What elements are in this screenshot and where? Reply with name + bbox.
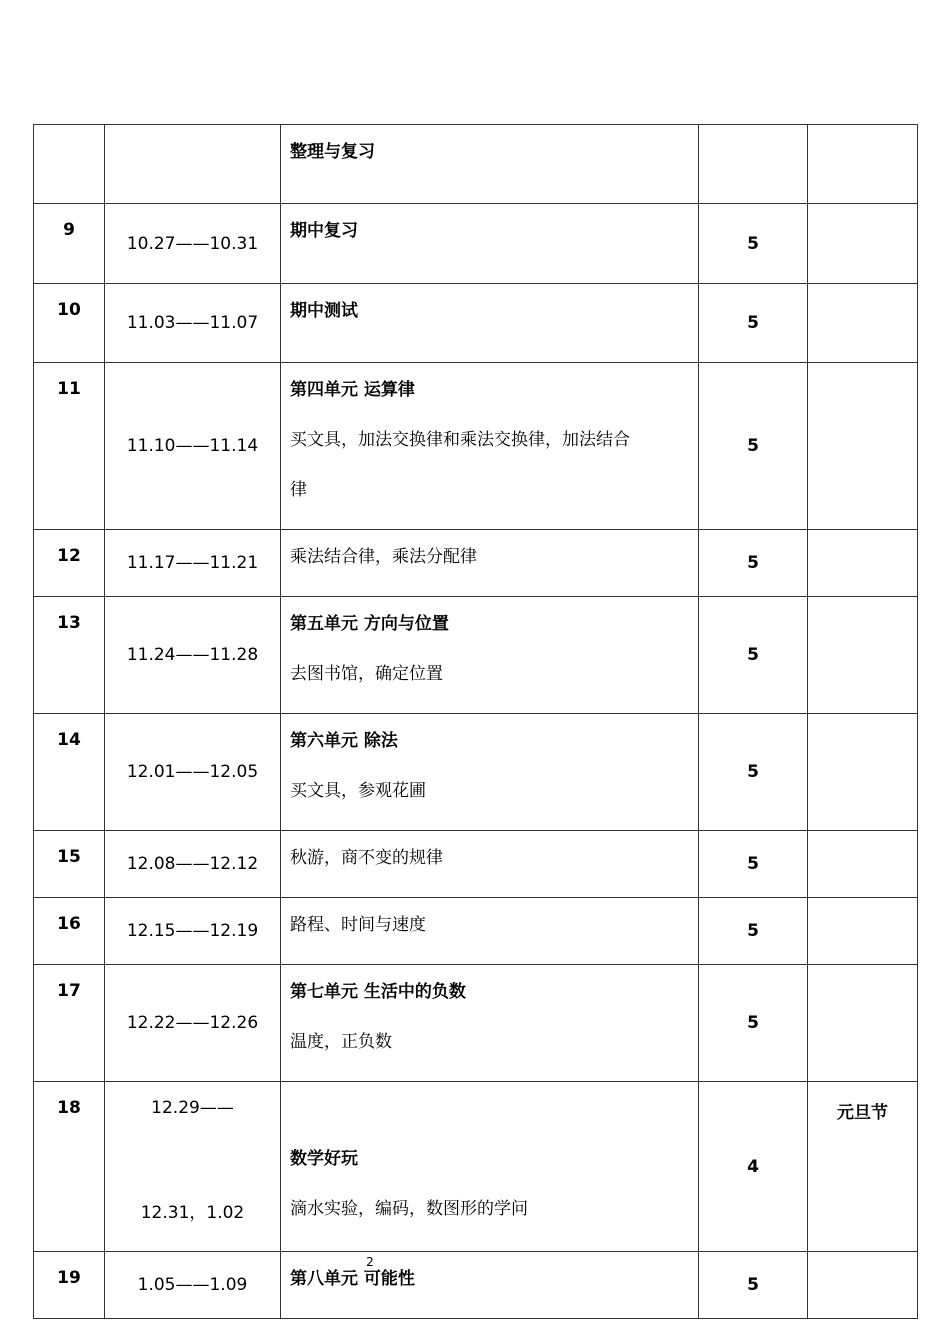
unit-title: 第七单元 生活中的负数	[290, 982, 466, 1002]
week-number: 13	[34, 597, 105, 714]
hours: 5	[699, 831, 808, 898]
note	[808, 530, 918, 597]
date-range: 11.03——11.07	[126, 313, 259, 333]
table-row	[34, 530, 918, 597]
note	[808, 363, 918, 530]
week-number: 14	[34, 714, 105, 831]
date-range: 11.17——11.21	[126, 553, 259, 573]
table-row	[34, 363, 918, 530]
content-cell	[281, 831, 699, 898]
table-row	[34, 125, 918, 204]
week-number: 16	[34, 898, 105, 965]
week-number: 12	[34, 530, 105, 597]
hours: 5	[699, 597, 808, 714]
lesson-text: 滴水实验，编码，数图形的学问	[290, 1199, 528, 1219]
week-number: 18	[34, 1082, 105, 1252]
content-cell	[281, 363, 699, 530]
lesson-text: 买文具，参观花圃	[290, 781, 426, 801]
lesson-text: 买文具，加法交换律和乘法交换律，加法结合	[290, 430, 630, 450]
unit-title: 整理与复习	[290, 142, 375, 162]
unit-title: 第八单元 可能性	[290, 1269, 415, 1289]
note	[808, 1252, 918, 1319]
content-cell	[281, 530, 699, 597]
hours: 5	[699, 1252, 808, 1319]
unit-title: 第六单元 除法	[290, 731, 398, 751]
lesson-text: 路程、时间与速度	[290, 915, 426, 935]
date-range: 12.08——12.12	[126, 854, 259, 874]
week-number: 11	[34, 363, 105, 530]
table-row	[34, 965, 918, 1082]
date-range-end: 12.31，1.02	[140, 1203, 245, 1223]
hours: 5	[699, 714, 808, 831]
table-row	[34, 597, 918, 714]
table-row	[34, 284, 918, 363]
week-number: 9	[34, 204, 105, 284]
content-cell	[281, 714, 699, 831]
table-row	[34, 204, 918, 284]
lesson-text: 乘法结合律，乘法分配律	[290, 547, 477, 567]
note	[808, 204, 918, 284]
note	[808, 597, 918, 714]
unit-title: 第四单元 运算律	[290, 380, 415, 400]
date-range: 10.27——10.31	[126, 233, 259, 254]
week-number	[34, 125, 105, 204]
note	[808, 831, 918, 898]
date-range: 1.05——1.09	[137, 1275, 248, 1295]
unit-title: 数学好玩	[290, 1149, 358, 1169]
note	[808, 284, 918, 363]
hours: 4	[699, 1082, 808, 1252]
week-number: 17	[34, 965, 105, 1082]
content-cell	[281, 284, 699, 363]
lesson-text: 去图书馆，确定位置	[290, 664, 443, 684]
hours: 5	[699, 284, 808, 363]
note	[808, 898, 918, 965]
note	[808, 965, 918, 1082]
lesson-text: 律	[290, 480, 307, 500]
schedule-table	[33, 124, 918, 1319]
week-number: 15	[34, 831, 105, 898]
date-range: 12.29——	[151, 1098, 234, 1118]
hours: 5	[699, 363, 808, 530]
hours: 5	[699, 204, 808, 284]
unit-title: 期中复习	[290, 221, 358, 241]
table-row	[34, 831, 918, 898]
content-cell	[281, 965, 699, 1082]
table-row	[34, 714, 918, 831]
note	[808, 125, 918, 204]
lesson-text: 温度，正负数	[290, 1032, 392, 1052]
content-cell	[281, 597, 699, 714]
lesson-text	[290, 1098, 698, 1148]
week-number: 19	[34, 1252, 105, 1319]
date-range: 12.01——12.05	[126, 762, 259, 782]
table-row	[34, 898, 918, 965]
unit-title: 第五单元 方向与位置	[290, 614, 449, 634]
hours: 5	[699, 898, 808, 965]
unit-title: 期中测试	[290, 301, 358, 321]
date-range: 11.10——11.14	[126, 436, 259, 456]
content-cell	[281, 204, 699, 284]
hours: 5	[699, 530, 808, 597]
date-range: 12.15——12.19	[126, 921, 259, 941]
date-range: 12.22——12.26	[126, 1013, 259, 1033]
content-cell	[281, 125, 699, 204]
hours	[699, 125, 808, 204]
date-range: 11.24——11.28	[126, 645, 259, 665]
page-number: 2	[366, 1255, 374, 1269]
content-cell	[281, 1082, 699, 1252]
content-cell	[281, 898, 699, 965]
week-number: 10	[34, 284, 105, 363]
lesson-text: 秋游，商不变的规律	[290, 848, 443, 868]
hours: 5	[699, 965, 808, 1082]
note: 元旦节	[808, 1082, 918, 1252]
table-row	[34, 1082, 918, 1252]
note	[808, 714, 918, 831]
